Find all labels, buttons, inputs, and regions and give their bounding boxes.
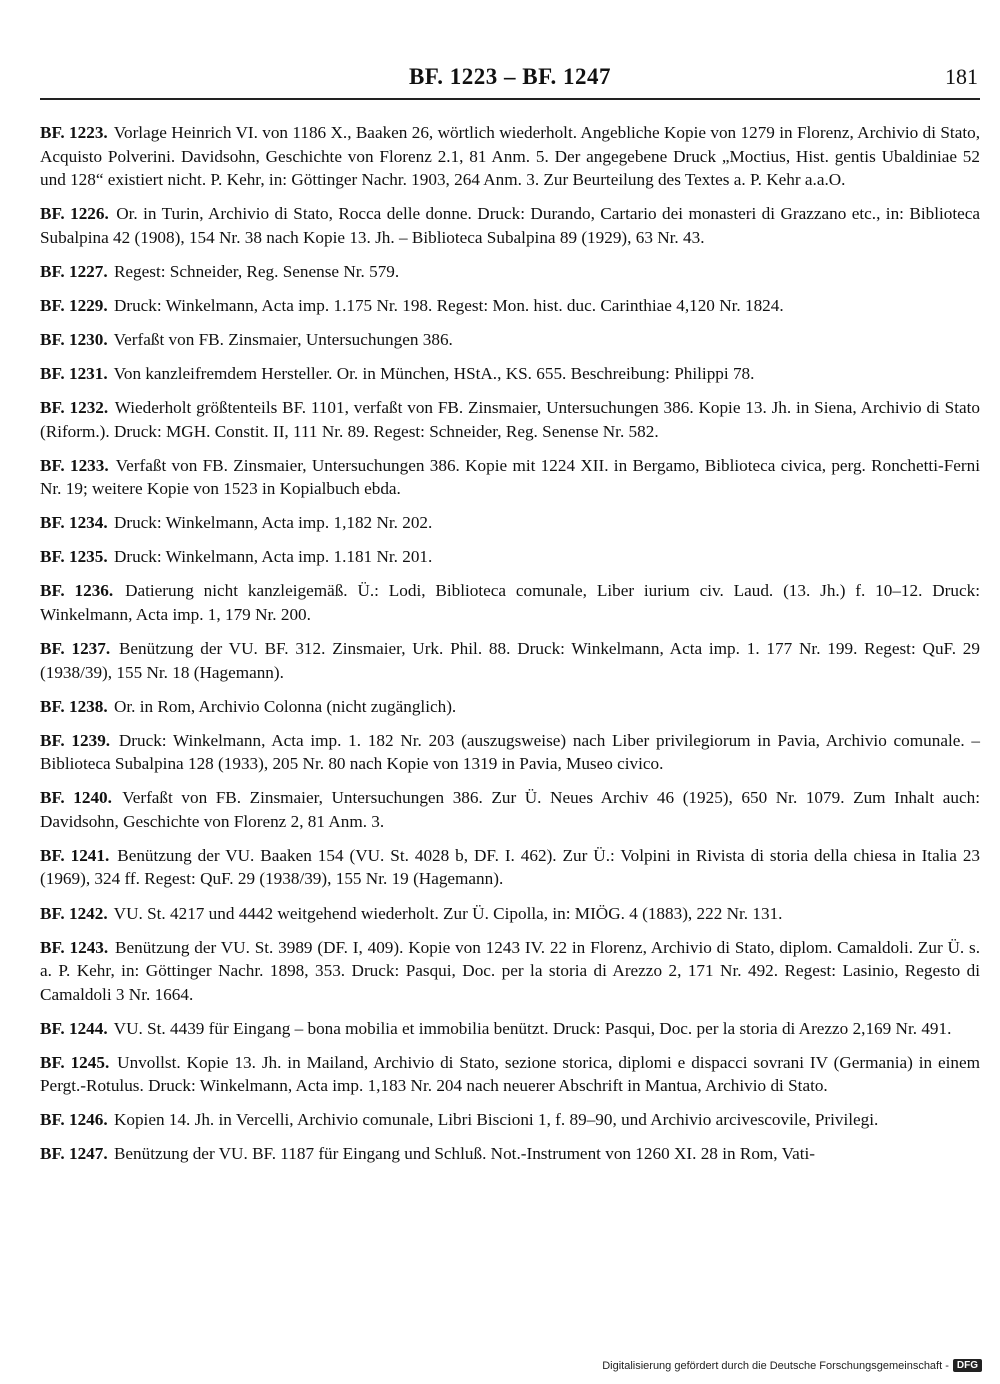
entry-text: Wiederholt größtenteils BF. 1101, verfaßt von FB. Zinsmaier, Untersuchungen 386. Kopie 13. Jh. in Siena, Archivio di Stato (Riform.). Druck: MGH. Constit. II, 111 Nr. 89. Regest: Schneider, Reg. Senense Nr. 582.	[40, 398, 980, 441]
entry	[40, 396, 980, 443]
entry-text: Verfaßt von FB. Zinsmaier, Untersuchungen 386. Kopie mit 1224 XII. in Bergamo, Biblioteca civica, perg. Ronchetti-Ferni Nr. 19; weitere Kopie von 1523 in Kopialbuch ebda.	[40, 455, 980, 499]
entry-ref: BF. 1226.	[40, 204, 109, 224]
entry	[40, 637, 980, 684]
entry	[40, 202, 980, 249]
entry	[40, 545, 980, 569]
entry	[40, 1142, 980, 1166]
entry	[40, 1017, 980, 1041]
entry-ref: BF. 1244.	[40, 1018, 108, 1038]
entry-ref: BF. 1234.	[40, 513, 108, 533]
entry	[40, 729, 980, 776]
entry	[40, 902, 980, 926]
footer-text: Digitalisierung gefördert durch die Deutsche Forschungsgemeinschaft -	[602, 1359, 949, 1372]
entry	[40, 1051, 980, 1098]
entry-text: Verfaßt von FB. Zinsmaier, Untersuchungen 386. Zur Ü. Neues Archiv 46 (1925), 650 Nr. 1079. Zum Inhalt auch: Davidsohn, Geschichte von Florenz 2, 81 Anm. 3.	[40, 788, 980, 831]
entry-text: Benützung der VU. Baaken 154 (VU. St. 4028 b, DF. I. 462). Zur Ü.: Volpini in Rivista di storia della chiesa in Italia 23 (1969), 324 ff. Regest: QuF. 29 (1938/39), 155 Nr. 19 (Hagemann).	[40, 845, 981, 889]
entry-text: Benützung der VU. St. 3989 (DF. I, 409). Kopie von 1243 IV. 22 in Florenz, Archivio di Stato, diplom. Camaldoli. Zur Ü. s. a. P. Kehr, in: Göttinger Nachr. 1898, 353. Druck: Pasqui, Doc. per la storia di Arezzo 2, 171 Nr. 492. Regest: Lasinio, Regesto di Camaldoli 3 Nr. 1664.	[40, 937, 981, 1004]
entry-text: Benützung der VU. BF. 1187 für Eingang und Schluß. Not.-Instrument von 1260 XI. 28 in Rom, Vati-	[113, 1144, 815, 1164]
entry-ref: BF. 1243.	[40, 937, 109, 957]
entry-ref: BF. 1241.	[40, 845, 110, 865]
entry-ref: BF. 1227.	[40, 261, 108, 281]
entry-ref: BF. 1232.	[40, 398, 109, 418]
entry-text: Or. in Turin, Archivio di Stato, Rocca delle donne. Druck: Durando, Cartario dei monasteri di Grazzano etc., in: Biblioteca Subalpina 42 (1908), 154 Nr. 38 nach Kopie 13. Jh. – Biblioteca Subalpina 89 (1929), 63 Nr. 43.	[40, 204, 981, 247]
entry-ref: BF. 1223.	[40, 123, 108, 142]
entry-text: Regest: Schneider, Reg. Senense Nr. 579.	[113, 261, 400, 281]
entry-text: Datierung nicht kanzleigemäß. Ü.: Lodi, Biblioteca comunale, Liber iurium civ. Laud. (13. Jh.) f. 10–12. Druck: Winkelmann, Acta imp. 1, 179 Nr. 200.	[40, 581, 980, 624]
entry	[40, 260, 980, 284]
page-header	[40, 62, 980, 100]
entry	[40, 294, 980, 318]
entry-ref: BF. 1235.	[40, 547, 108, 567]
entry-ref: BF. 1239.	[40, 730, 111, 750]
entry-ref: BF. 1231.	[40, 363, 108, 383]
entry-text: VU. St. 4439 für Eingang – bona mobilia et immobilia benützt. Druck: Pasqui, Doc. per la storia di Arezzo 2,169 Nr. 491.	[113, 1018, 952, 1038]
entry-text: Kopien 14. Jh. in Vercelli, Archivio comunale, Libri Biscioni 1, f. 89–90, und Archivio arcivescovile, Privilegi.	[113, 1110, 879, 1130]
entry	[40, 362, 980, 386]
entry	[40, 844, 980, 891]
entry	[40, 579, 980, 626]
entry-ref: BF. 1233.	[40, 455, 109, 475]
entry	[40, 936, 980, 1007]
entry-text: Druck: Winkelmann, Acta imp. 1,182 Nr. 202.	[113, 513, 433, 533]
entry-text: Unvollst. Kopie 13. Jh. in Mailand, Archivio di Stato, sezione storica, diplomi e dispacci sovrani IV (Germania) in einem Pergt.-Rotulus. Druck: Winkelmann, Acta imp. 1,183 Nr. 204 nach neuerer Abschrift in Mantua, Archivio di Stato.	[40, 1052, 980, 1096]
entry	[40, 695, 980, 719]
entry-text: Von kanzleifremdem Hersteller. Or. in München, HStA., KS. 655. Beschreibung: Philippi 78.	[113, 363, 755, 383]
entry-ref: BF. 1236.	[40, 581, 114, 601]
entry-ref: BF. 1238.	[40, 696, 108, 716]
entry-ref: BF. 1245.	[40, 1052, 110, 1072]
footer	[602, 1359, 982, 1372]
entry	[40, 1108, 980, 1132]
entry	[40, 328, 980, 352]
entry-ref: BF. 1229.	[40, 295, 108, 315]
entry-text: Druck: Winkelmann, Acta imp. 1.181 Nr. 201.	[113, 547, 433, 567]
entry	[40, 511, 980, 535]
entry-text: Vorlage Heinrich VI. von 1186 X., Baaken 26, wörtlich wiederholt. Angebliche Kopie von 1279 in Florenz, Archivio di Stato, Acquisto Polverini. Davidsohn, Geschichte von Florenz 2.1, 81 Anm. 5. Der angegebene Druck „Moctius, Hist. gentis Ubaldiniae 52 und 128“ existiert nicht. P. Kehr, in: Göttinger Nachr. 1903, 264 Anm. 3. Zur Beurteilung des Textes a. P. Kehr a.a.O.	[40, 123, 980, 189]
entry-text: Benützung der VU. BF. 312. Zinsmaier, Urk. Phil. 88. Druck: Winkelmann, Acta imp. 1. 177 Nr. 199. Regest: QuF. 29 (1938/39), 155 Nr. 18 (Hagemann).	[40, 639, 980, 682]
entry-ref: BF. 1230.	[40, 329, 108, 349]
entry-text: Verfaßt von FB. Zinsmaier, Untersuchungen 386.	[113, 329, 453, 349]
entry-ref: BF. 1242.	[40, 903, 108, 923]
entry-ref: BF. 1247.	[40, 1144, 108, 1164]
entry-text: Druck: Winkelmann, Acta imp. 1.175 Nr. 198. Regest: Mon. hist. duc. Carinthiae 4,120 Nr. 1824.	[113, 295, 784, 315]
entry-ref: BF. 1240.	[40, 788, 112, 808]
entry-text: VU. St. 4217 und 4442 weitgehend wiederholt. Zur Ü. Cipolla, in: MIÖG. 4 (1883), 222 Nr. 131.	[113, 903, 783, 923]
entry-ref: BF. 1246.	[40, 1110, 108, 1130]
entry-list	[40, 121, 980, 1177]
entry	[40, 121, 980, 192]
entry	[40, 786, 980, 833]
running-title: BF. 1223 – BF. 1247	[408, 64, 612, 89]
entry	[40, 454, 980, 501]
page-number: 181	[945, 64, 978, 89]
entry-ref: BF. 1237.	[40, 639, 111, 659]
entry-text: Or. in Rom, Archivio Colonna (nicht zugänglich).	[113, 696, 457, 716]
dfg-logo-icon: DFG	[953, 1359, 982, 1372]
entry-text: Druck: Winkelmann, Acta imp. 1. 182 Nr. 203 (auszugsweise) nach Liber privilegiorum in Pavia, Archivio comunale. – Biblioteca Subalpina 128 (1933), 205 Nr. 80 nach Kopie von 1319 in Pavia, Museo civico.	[40, 730, 980, 774]
